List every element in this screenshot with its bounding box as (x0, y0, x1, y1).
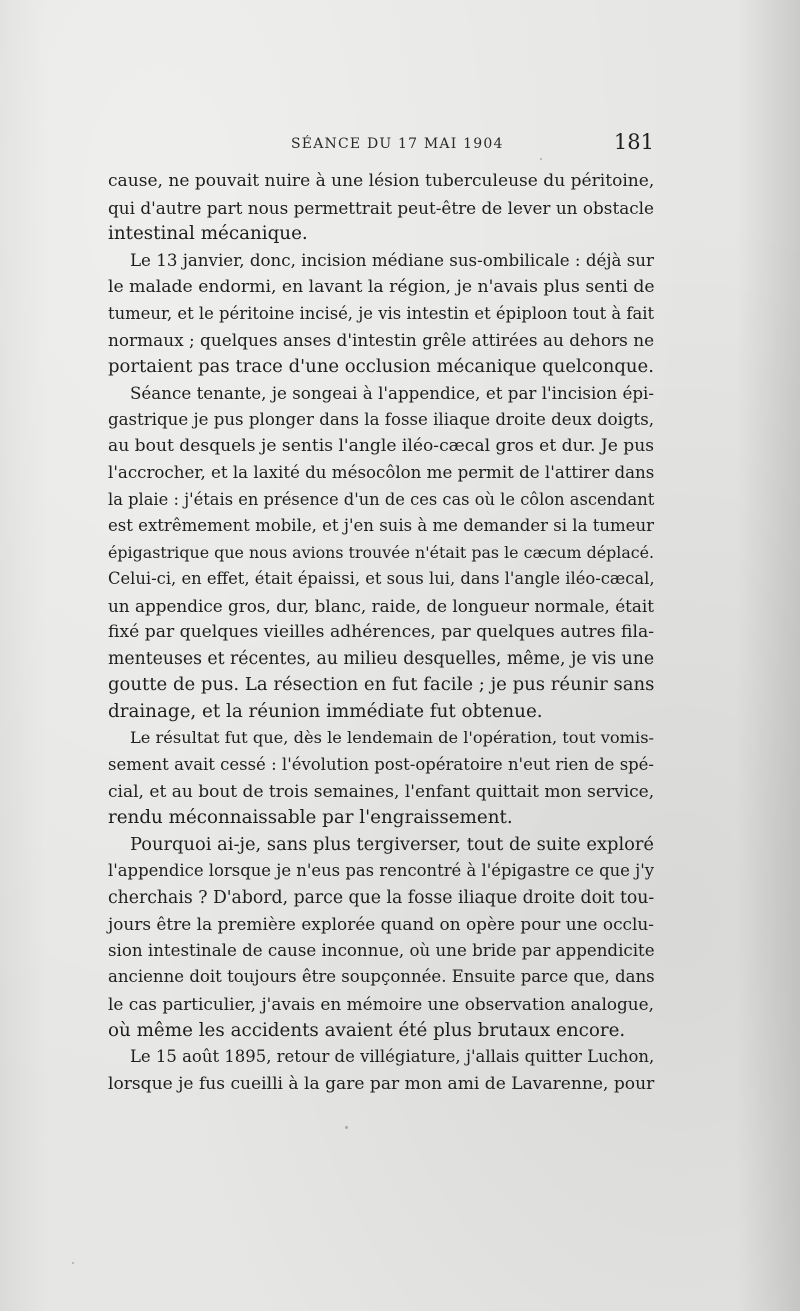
text-line: jours être la première explorée quand on opère pour une occlu- (108, 914, 654, 935)
text-line: le malade endormi, en lavant la région, je n'avais plus senti de (108, 277, 655, 298)
text-line: cherchais ? D'abord, parce que la fosse iliaque droite doit tou- (108, 887, 655, 908)
paragraph-start-line: Pourquoi ai-je, sans plus tergiverser, tout de suite exploré (130, 833, 654, 855)
text-line: qui d'autre part nous permettrait peut-être de lever un obstacle (108, 197, 654, 218)
text-line: cause, ne pouvait nuire à une lésion tuberculeuse du péritoine, (108, 171, 655, 191)
text-line: sement avait cessé : l'évolution post-opératoire n'eut rien de spé- (108, 755, 654, 775)
text-line: au bout desquels je sentis l'angle iléo-cæcal gros et dur. Je pus (108, 436, 655, 457)
paper-speck (345, 1126, 348, 1129)
body-text (108, 168, 654, 1097)
paper-speck (72, 1262, 74, 1264)
text-line: rendu méconnaissable par l'engraissement. (108, 807, 513, 829)
text-line: la plaie : j'étais en présence d'un de ces cas où le côlon ascendant (108, 489, 655, 509)
running-title: SÉANCE DU 17 MAI 1904 (291, 136, 504, 152)
text-line: est extrêmement mobile, et j'en suis à me demander si la tumeur (108, 516, 654, 536)
text-line: intestinal mécanique. (108, 223, 308, 245)
text-line: menteuses et récentes, au milieu desquelles, même, je vis une (108, 648, 655, 669)
paragraph-start-line: Séance tenante, je songeai à l'appendice, et par l'incision épi- (130, 383, 654, 404)
text-line: fixé par quelques vieilles adhérences, par quelques autres fila- (108, 622, 654, 643)
paragraph-start-line: Le résultat fut que, dès le lendemain de l'opération, tout vomis- (130, 728, 654, 748)
text-line: l'appendice lorsque je n'eus pas rencontré à l'épigastre ce que j'y (108, 861, 654, 881)
text-line: normaux ; quelques anses d'intestin grêle attirées au dehors ne (108, 330, 655, 351)
text-line: un appendice gros, dur, blanc, raide, de longueur normale, était (108, 595, 654, 616)
text-line: Celui-ci, en effet, était épaissi, et sous lui, dans l'angle iléo-cæcal, (108, 569, 655, 589)
text-line: gastrique je pus plonger dans la fosse iliaque droite deux doigts, (108, 409, 654, 429)
text-line: épigastrique que nous avions trouvée n'était pas le cæcum déplacé. (108, 542, 655, 562)
text-line: lorsque je fus cueilli à la gare par mon ami de Lavarenne, pour (108, 1073, 655, 1094)
text-line: cial, et au bout de trois semaines, l'enfant quittait mon service, (108, 781, 655, 802)
paper-speck (540, 158, 542, 160)
paragraph-start-line: Le 13 janvier, donc, incision médiane sus-ombilicale : déjà sur (130, 250, 654, 270)
page-number: 181 (613, 130, 654, 154)
text-line: goutte de pus. La résection en fut facile ; je pus réunir sans (108, 674, 655, 696)
text-line: portaient pas trace d'une occlusion mécanique quelconque. (108, 355, 654, 377)
text-line: sion intestinale de cause inconnue, où une bride par appendicite (108, 940, 655, 960)
running-head (108, 132, 654, 156)
text-line: ancienne doit toujours être soupçonnée. Ensuite parce que, dans (108, 967, 655, 987)
text-line: l'accrocher, et la laxité du mésocôlon me permit de l'attirer dans (108, 463, 655, 483)
text-line: tumeur, et le péritoine incisé, je vis intestin et épiploon tout à fait (108, 303, 655, 323)
text-line: où même les accidents avaient été plus brutaux encore. (108, 1019, 626, 1041)
text-line: le cas particulier, j'avais en mémoire une observation analogue, (108, 993, 654, 1014)
paragraph-start-line: Le 15 août 1895, retour de villégiature, j'allais quitter Luchon, (130, 1047, 655, 1067)
text-line: drainage, et la réunion immédiate fut obtenue. (108, 700, 543, 722)
